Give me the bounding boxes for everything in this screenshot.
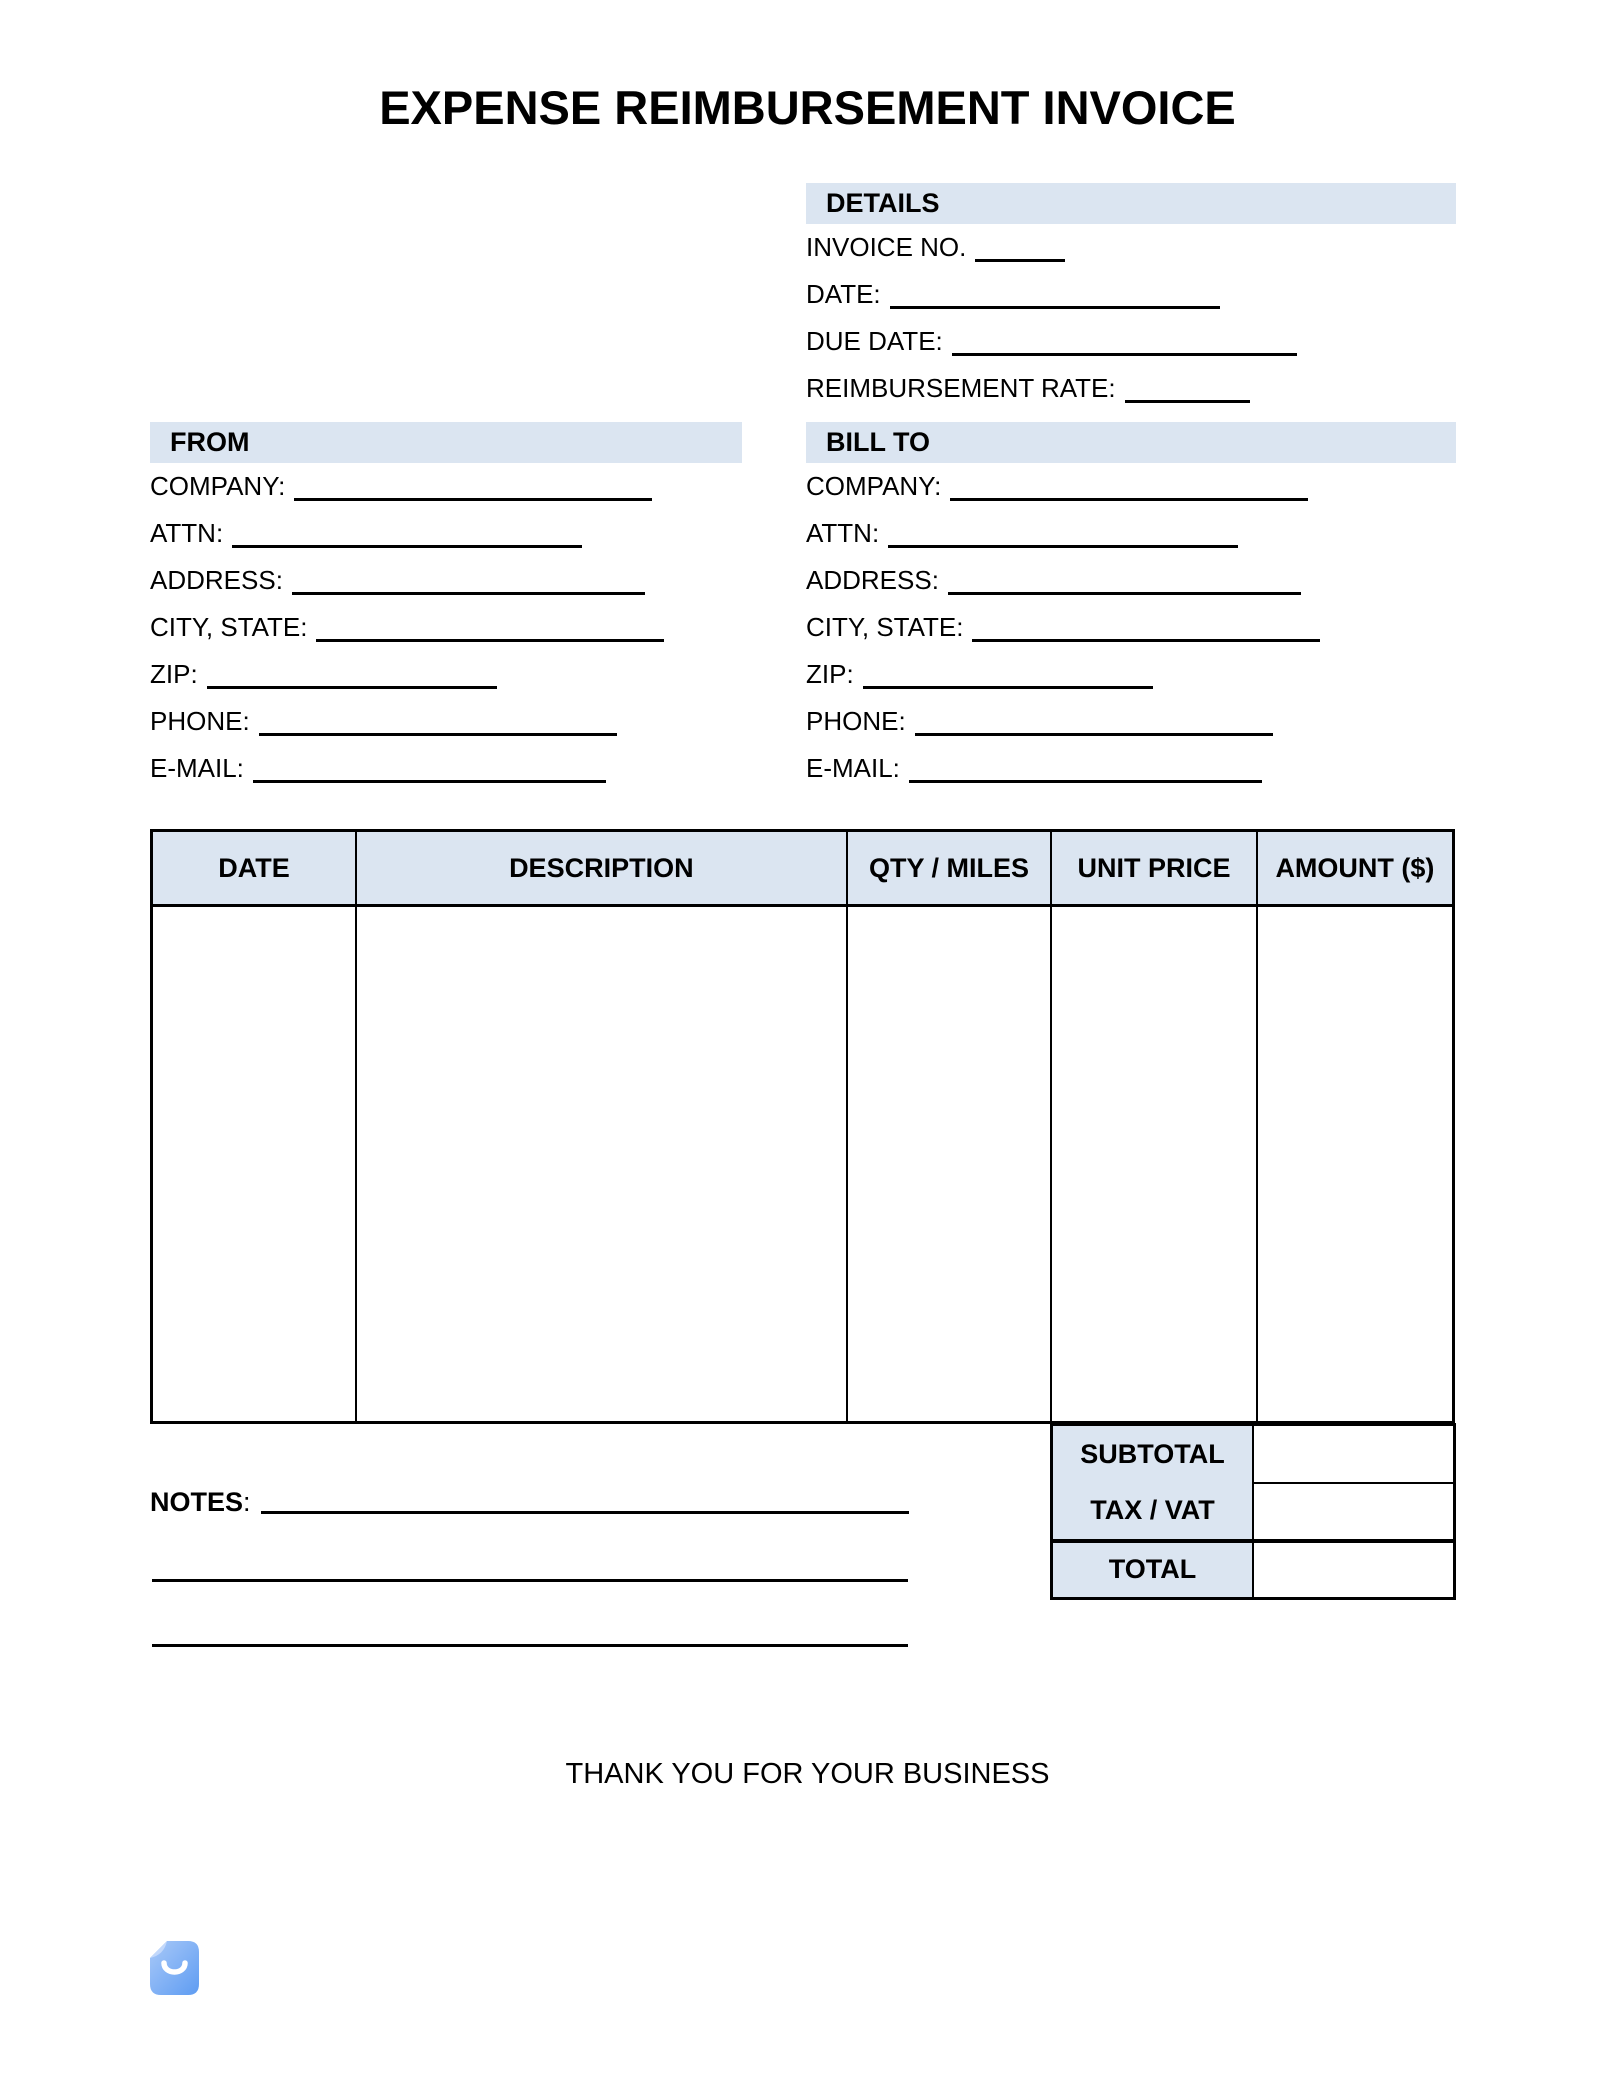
invoice-date-value-line[interactable] — [890, 271, 1220, 309]
due-date-label: DUE DATE: — [806, 326, 943, 356]
details-section — [806, 183, 1456, 412]
from-zip-row — [150, 651, 742, 698]
from-phone-label: PHONE: — [150, 706, 250, 736]
from-attn-row — [150, 510, 742, 557]
reimbursement-rate-row — [806, 365, 1456, 412]
notes-line-2[interactable] — [152, 1579, 908, 1582]
from-company-value-line[interactable] — [294, 463, 652, 501]
from-company-label: COMPANY: — [150, 471, 286, 501]
billto-zip-value-line[interactable] — [863, 651, 1153, 689]
billto-email-value-line[interactable] — [909, 745, 1262, 783]
from-email-label: E-MAIL: — [150, 753, 244, 783]
billto-city-state-value-line[interactable] — [972, 604, 1320, 642]
notes-section — [150, 1482, 909, 1522]
line-items-table — [150, 829, 1455, 1424]
bill-to-section-header: BILL TO — [806, 422, 1456, 463]
reimbursement-rate-value-line[interactable] — [1125, 365, 1250, 403]
billto-phone-label: PHONE: — [806, 706, 906, 736]
billto-email-row — [806, 745, 1456, 792]
from-attn-value-line[interactable] — [232, 510, 582, 548]
tax-vat-value-cell[interactable] — [1253, 1483, 1455, 1541]
billto-zip-row — [806, 651, 1456, 698]
column-header-amount: AMOUNT ($) — [1257, 831, 1454, 906]
invoice-no-row — [806, 224, 1456, 271]
from-city-state-row — [150, 604, 742, 651]
thank-you-message: THANK YOU FOR YOUR BUSINESS — [565, 1758, 1050, 1790]
from-city-state-value-line[interactable] — [316, 604, 664, 642]
subtotal-row — [1052, 1425, 1455, 1483]
item-cell-description[interactable] — [356, 906, 847, 1423]
column-header-date: DATE — [152, 831, 356, 906]
billto-phone-value-line[interactable] — [915, 698, 1273, 736]
notes-line-1[interactable] — [261, 1482, 909, 1514]
from-company-row — [150, 463, 742, 510]
tax-vat-row — [1052, 1483, 1455, 1541]
from-phone-row — [150, 698, 742, 745]
notes-line-3[interactable] — [152, 1644, 908, 1647]
tax-vat-label: TAX / VAT — [1052, 1483, 1254, 1541]
subtotal-label: SUBTOTAL — [1052, 1425, 1254, 1483]
from-phone-value-line[interactable] — [259, 698, 617, 736]
notes-label: NOTES — [150, 1487, 244, 1517]
details-section-header: DETAILS — [806, 183, 1456, 224]
smiling-document-logo-icon — [150, 1941, 199, 1995]
billto-city-state-row — [806, 604, 1456, 651]
billto-email-label: E-MAIL: — [806, 753, 900, 783]
bill-to-section — [806, 422, 1456, 792]
billto-attn-row — [806, 510, 1456, 557]
billto-address-value-line[interactable] — [948, 557, 1301, 595]
invoice-date-row — [806, 271, 1456, 318]
line-items-empty-row — [152, 906, 1454, 1423]
invoice-no-label: INVOICE NO. — [806, 232, 967, 262]
from-city-state-label: CITY, STATE: — [150, 612, 308, 642]
item-cell-date[interactable] — [152, 906, 356, 1423]
from-email-row — [150, 745, 742, 792]
invoice-no-value-line[interactable] — [975, 224, 1065, 262]
column-header-description: DESCRIPTION — [356, 831, 847, 906]
total-label: TOTAL — [1052, 1541, 1254, 1599]
billto-address-label: ADDRESS: — [806, 565, 939, 595]
column-header-unit-price: UNIT PRICE — [1051, 831, 1257, 906]
billto-company-row — [806, 463, 1456, 510]
from-zip-value-line[interactable] — [207, 651, 497, 689]
from-address-row — [150, 557, 742, 604]
notes-colon: : — [243, 1487, 251, 1517]
from-section — [150, 422, 742, 792]
item-cell-unit-price[interactable] — [1051, 906, 1257, 1423]
page-title: EXPENSE REIMBURSEMENT INVOICE — [379, 81, 1236, 134]
billto-city-state-label: CITY, STATE: — [806, 612, 964, 642]
from-email-value-line[interactable] — [253, 745, 606, 783]
line-items-header-row — [152, 831, 1454, 906]
total-row — [1052, 1541, 1455, 1599]
from-section-header: FROM — [150, 422, 742, 463]
due-date-value-line[interactable] — [952, 318, 1297, 356]
from-zip-label: ZIP: — [150, 659, 198, 689]
billto-attn-value-line[interactable] — [888, 510, 1238, 548]
reimbursement-rate-label: REIMBURSEMENT RATE: — [806, 373, 1116, 403]
billto-phone-row — [806, 698, 1456, 745]
item-cell-amount[interactable] — [1257, 906, 1454, 1423]
billto-company-label: COMPANY: — [806, 471, 942, 501]
invoice-date-label: DATE: — [806, 279, 881, 309]
item-cell-qty-miles[interactable] — [847, 906, 1051, 1423]
column-header-qty-miles: QTY / MILES — [847, 831, 1051, 906]
billto-address-row — [806, 557, 1456, 604]
due-date-row — [806, 318, 1456, 365]
from-attn-label: ATTN: — [150, 518, 224, 548]
from-address-label: ADDRESS: — [150, 565, 283, 595]
total-value-cell[interactable] — [1253, 1541, 1455, 1599]
billto-company-value-line[interactable] — [950, 463, 1308, 501]
billto-zip-label: ZIP: — [806, 659, 854, 689]
billto-attn-label: ATTN: — [806, 518, 880, 548]
from-address-value-line[interactable] — [292, 557, 645, 595]
totals-summary-table — [1050, 1423, 1456, 1600]
subtotal-value-cell[interactable] — [1253, 1425, 1455, 1483]
